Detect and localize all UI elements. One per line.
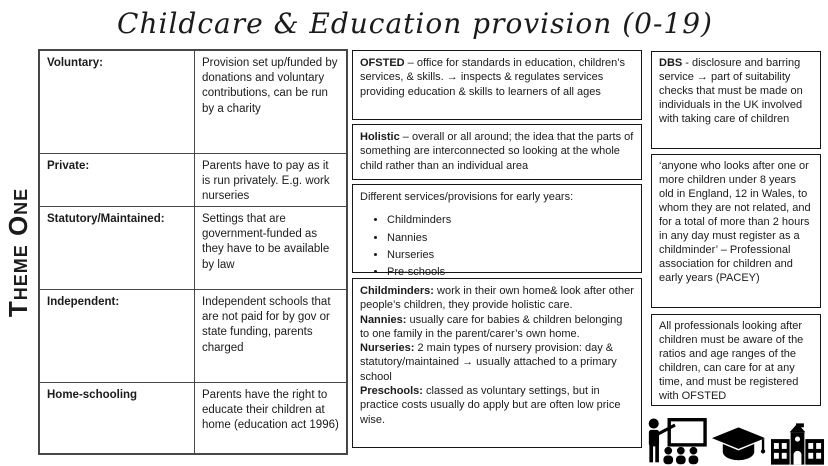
provider-term: Childminders: <box>360 285 434 297</box>
provider-entry <box>360 341 634 384</box>
provider-text: work in their own home& look after other people’s children, they provide holistic care. <box>360 285 634 312</box>
list-item: • Nannies <box>387 231 634 245</box>
term-cell: Home-schooling <box>40 383 195 453</box>
services-list-box <box>352 184 642 279</box>
training-presentation-icon <box>645 417 707 465</box>
definition-cell: Provision set up/funded by donations and voluntary contributions, can be run by a charity <box>195 51 346 154</box>
footer-icons <box>645 415 825 465</box>
list-item: • Childminders <box>387 213 634 227</box>
graduation-cap-icon <box>711 425 766 465</box>
term-cell: Independent: <box>40 290 195 383</box>
ofsted-text: – office for standards in education, children’s services, & skills. → inspects & regulates services providing education & skills to learners of all ages <box>360 57 625 98</box>
provider-entry <box>360 313 634 342</box>
definition-cell: Independent schools that are not paid for by gov or state funding, parents charged <box>195 290 346 383</box>
page-title: Childcare & Education provision (0-19) <box>117 6 713 40</box>
school-building-icon <box>770 423 825 465</box>
theme-rail <box>0 49 38 455</box>
pacey-quote-box: ‘anyone who looks after one or more children under 8 years old in England, 12 in Wales, to whom they are not related, and for a total of more than 2 hours in any day must register as a childminder’ – Professional association for children and early years (PACEY) <box>651 154 821 308</box>
definition-cell: Parents have to pay as it is run privately. E.g. work nurseries <box>195 154 346 207</box>
provider-text: 2 main types of nursery provision: day & statutory/maintained → usually attached to a primary school <box>360 342 617 383</box>
ofsted-term: OFSTED <box>360 57 405 69</box>
provider-entry <box>360 284 634 313</box>
term-cell: Private: <box>40 154 195 207</box>
provider-term: Nannies: <box>360 313 407 326</box>
dbs-text: - disclosure and barring service → part of suitability checks that must be made on individuals in the UK involved with taking care of children <box>659 57 803 125</box>
list-item: • Nurseries <box>387 248 634 262</box>
provider-term: Preschools: <box>360 385 423 398</box>
holistic-text: – overall or all around; the idea that the parts of something are interconnected so looking at the whole child rather than an individual area <box>360 131 634 172</box>
dbs-definition-box <box>651 51 821 149</box>
dbs-term: DBS <box>659 57 683 69</box>
providers-detail-box <box>352 278 642 448</box>
ofsted-definition-box <box>352 50 642 120</box>
services-list <box>360 213 634 279</box>
list-item: • Pre-schools <box>387 265 634 279</box>
theme-label: Theme One <box>3 187 34 317</box>
professionals-note-box: All professionals looking after children must be aware of the ratios and age ranges of the children, can care for at any time, and must be registered with OFSTED <box>651 314 821 406</box>
term-cell: Statutory/Maintained: <box>40 207 195 290</box>
definition-cell: Settings that are government-funded as they have to be available by law <box>195 207 346 290</box>
provider-term: Nurseries: <box>360 342 415 355</box>
term-cell: Voluntary: <box>40 51 195 154</box>
provider-text: classed as voluntary settings, but in practice costs usually do apply but are often low price wise. <box>360 385 621 426</box>
provider-entry <box>360 384 634 427</box>
holistic-definition-box <box>352 124 642 180</box>
definition-table <box>38 49 348 455</box>
provider-text: usually care for babies & children belonging to one family in the parent/carer’s own home. <box>360 313 623 340</box>
definition-cell: Parents have the right to educate their children at home (education act 1996) <box>202 389 339 432</box>
holistic-term: Holistic <box>360 131 400 143</box>
services-heading: Different services/provisions for early years: <box>360 191 574 203</box>
